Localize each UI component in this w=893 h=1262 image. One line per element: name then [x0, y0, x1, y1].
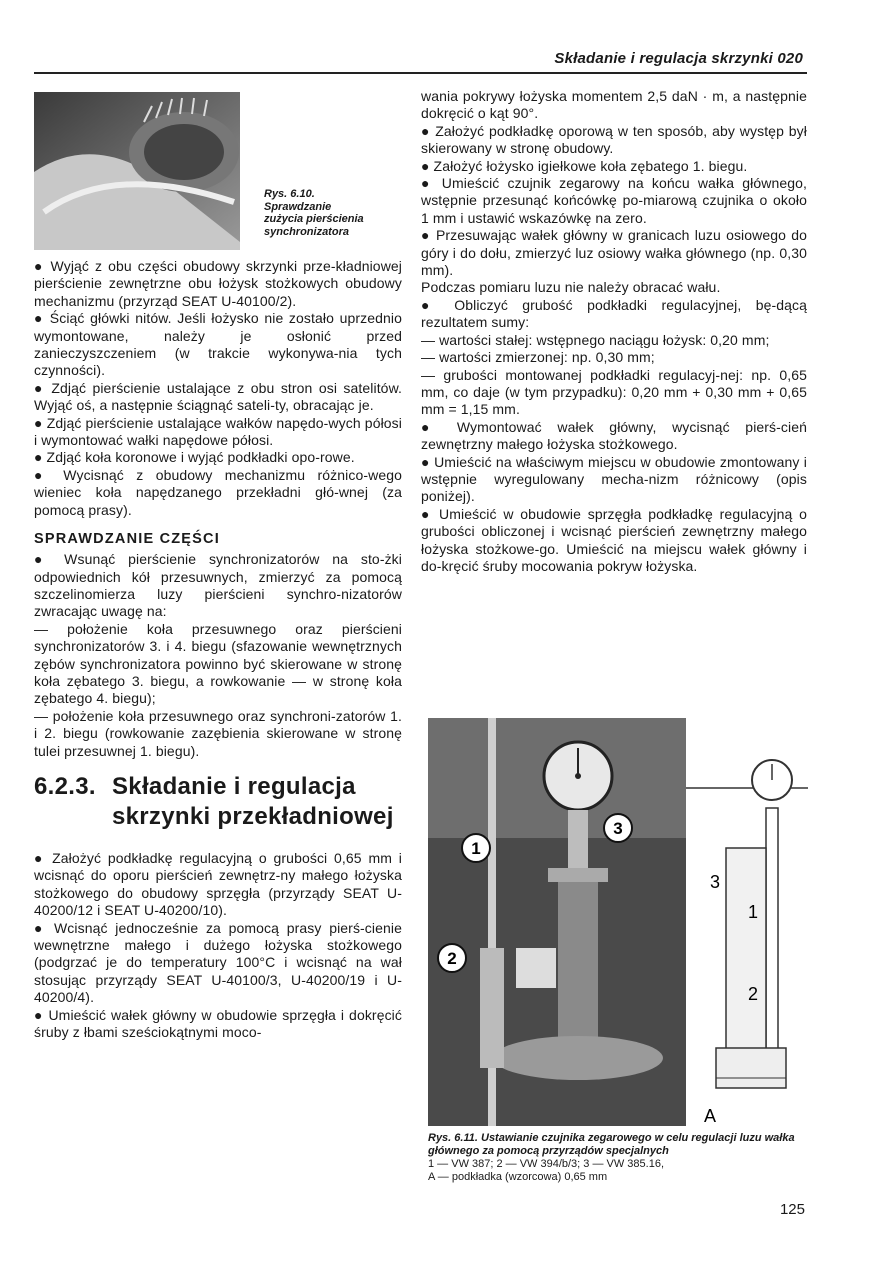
paragraph: ● Zdjąć pierścienie ustalające z obu stron osi satelitów. Wyjąć oś, a następnie ściągnąć sateli-ty, obracając je. — [34, 379, 402, 414]
photo-callout-3 — [604, 814, 632, 842]
section-number: 6.2.3. — [34, 772, 96, 800]
paragraph: ● Wyjąć z obu części obudowy skrzynki prze-kładniowej pierścienie zewnętrzne obu łożysk stożkowych obudowy mechanizmu (przyrząd SEAT U-40100/2). — [34, 258, 402, 309]
photo-callout-1 — [462, 834, 490, 862]
paragraph: — wartości stałej: wstępnego naciągu łożysk: 0,20 mm; — [421, 331, 770, 348]
synchronizer-ring-photo — [34, 92, 240, 250]
caption-legend-line: 1 — VW 387; 2 — VW 394/b/3; 3 — VW 385.16, — [428, 1158, 664, 1170]
paragraph: — położenie koła przesuwnego oraz pierścieni synchronizatorów 3. i 4. biegu (sfazowanie wewnętrznych zębów synchronizatora powinno być skierowane w stronę koła zębatego 3. biegu, a rowkowanie — w stronę koła zębatego 4. biegu); — [34, 620, 402, 707]
paragraph: ● Umieścić w obudowie sprzęgła podkładkę regulacyjną o grubości obliczonej i wcisnąć pierścień zewnętrzny małego łożyska stożkowe-go. Umieścić na miejscu wałek główny i do-kręcić śruby mocowania pokryw łożyska. — [421, 505, 807, 574]
drawing-label-3: 3 — [710, 872, 721, 892]
svg-text:3: 3 — [613, 819, 623, 838]
photo-callout-2 — [438, 944, 466, 972]
paragraph: Podczas pomiaru luzu nie należy obracać wału. — [421, 279, 721, 296]
paragraph: ● Przesuwając wałek główny w granicach luzu osiowego do góry i do dołu, zmierzyć luz osiowy wałka głównego (np. 0,30 mm). — [421, 227, 807, 279]
subheading: SPRAWDZANIE CZĘŚCI — [34, 531, 220, 548]
caption-legend-line: A — podkładka (wzorcowa) 0,65 mm — [428, 1171, 608, 1183]
paragraph: ● Założyć łożysko igiełkowe koła zębatego 1. biegu. — [421, 157, 748, 174]
paragraph: ● Zdjąć pierścienie ustalające wałków napędo-wych półosi i wymontować wałki napędowe półosi. — [34, 414, 402, 449]
paragraph: — położenie koła przesuwnego oraz synchroni-zatorów 1. i 2. biegu (rowkowanie zazębienia skierowane w stronę tulei przesuwnej 1. biegu). — [34, 707, 402, 759]
dial-gauge-setup-photo — [428, 718, 686, 1126]
caption-title: Rys. 6.11. Ustawianie czujnika zegarowego w celu regulacji luzu wałka głównego za pomocą przyrządów specjalnych — [428, 1132, 795, 1157]
figure-6-10 — [34, 88, 402, 258]
drawing-label-1: 1 — [748, 902, 759, 922]
paragraph: ● Wymontować wałek główny, wycisnąć pierś-cień zewnętrzny małego łożyska stożkowego. — [421, 418, 807, 453]
drawing-label-2: 2 — [748, 984, 759, 1004]
figure-6-10-caption — [264, 188, 414, 238]
paragraph: ● Założyć podkładkę oporową w ten sposób, aby występ był skierowany w stronę obudowy. — [421, 122, 807, 157]
figure-6-11 — [428, 718, 808, 1126]
caption-line: synchronizatora — [264, 225, 349, 238]
paragraph: ● Ściąć główki nitów. Jeśli łożysko nie zostało uprzednio wymontowane, należy je osłonić przed zanieczyszczeniem (w trakcie wykonywa-nia tych czynności). — [34, 310, 402, 379]
paragraph: ● Wycisnąć z obudowy mechanizmu różnico-wego wieniec koła napędzanego przekładni głó-wnej (za pomocą prasy). — [34, 466, 402, 518]
paragraph: ● Umieścić wałek główny w obudowie sprzęgła i dokręcić śruby z łbami sześciokątnymi moco- — [34, 1006, 402, 1041]
header-rule — [34, 72, 807, 74]
paragraph: ● Założyć podkładkę regulacyjną o grubości 0,65 mm i wcisnąć do oporu pierścień zewnętrz-ny małego łożyska stożkowego do obudowy sprzęgła (przyrządy SEAT U-40200/12 i SEAT U-40200/10). — [34, 849, 402, 919]
section-heading — [34, 772, 402, 832]
svg-text:1: 1 — [471, 839, 481, 858]
svg-text:2: 2 — [447, 949, 457, 968]
caption-line: Sprawdzanie — [264, 200, 332, 213]
paragraph: ● Wcisnąć jednocześnie za pomocą prasy pierś-cienie wewnętrzne małego i dużego łożyska stożkowego (podgrzać je do temperatury 100°C i wcisnąć na wał stosując przyrządy SEAT U-40100/3, U-40200/19 i U-40200/4). — [34, 919, 402, 1006]
left-column — [34, 88, 402, 1041]
paragraph: — grubości montowanej podkładki regulacyj-nej: np. 0,65 mm, co daje (w tym przypadku): 0,20 mm + 0,30 mm + 0,65 mm = 1,15 mm. — [421, 366, 807, 418]
paragraph: ● Umieścić na właściwym miejscu w obudowie zmontowany i wstępnie wyregulowany mecha-nizm różnicowy (opis poniżej). — [421, 453, 807, 505]
section-title-line2: skrzynki przekładniowej — [112, 802, 394, 830]
paragraph: wania pokrywy łożyska momentem 2,5 daN · m, a następnie dokręcić o kąt 90°. — [421, 88, 807, 122]
paragraph: ● Obliczyć grubość podkładki regulacyjnej, bę-dącą rezultatem sumy: — [421, 296, 807, 331]
caption-line: Rys. 6.10. — [264, 188, 315, 200]
paragraph: ● Umieścić czujnik zegarowy na końcu wałka głównego, wstępnie przesunąć końcówkę po-miarową czujnika o około 1 mm i ustawić wskazówkę na zero. — [421, 175, 807, 226]
caption-line: zużycia pierścienia — [264, 213, 364, 225]
section-title-line1: Składanie i regulacja — [112, 772, 356, 800]
gauge-setup-drawing — [686, 718, 808, 1126]
paragraph: ● Zdjąć koła koronowe i wyjąć podkładki opo-rowe. — [34, 449, 355, 466]
drawing-label-a: A — [704, 1106, 717, 1126]
paragraph: — wartości zmierzonej: np. 0,30 mm; — [421, 349, 655, 366]
right-column — [421, 88, 807, 575]
running-header: Składanie i regulacja skrzynki 020 — [554, 50, 803, 67]
page-number: 125 — [779, 1201, 805, 1218]
figure-6-11-caption — [428, 1132, 810, 1184]
paragraph: ● Wsunąć pierścienie synchronizatorów na sto-żki odpowiednich kół przesuwnych, zmierzyć za pomocą szczelinomierza luzy pierścieni synchro-nizatorów zwracając uwagę na: — [34, 551, 402, 620]
